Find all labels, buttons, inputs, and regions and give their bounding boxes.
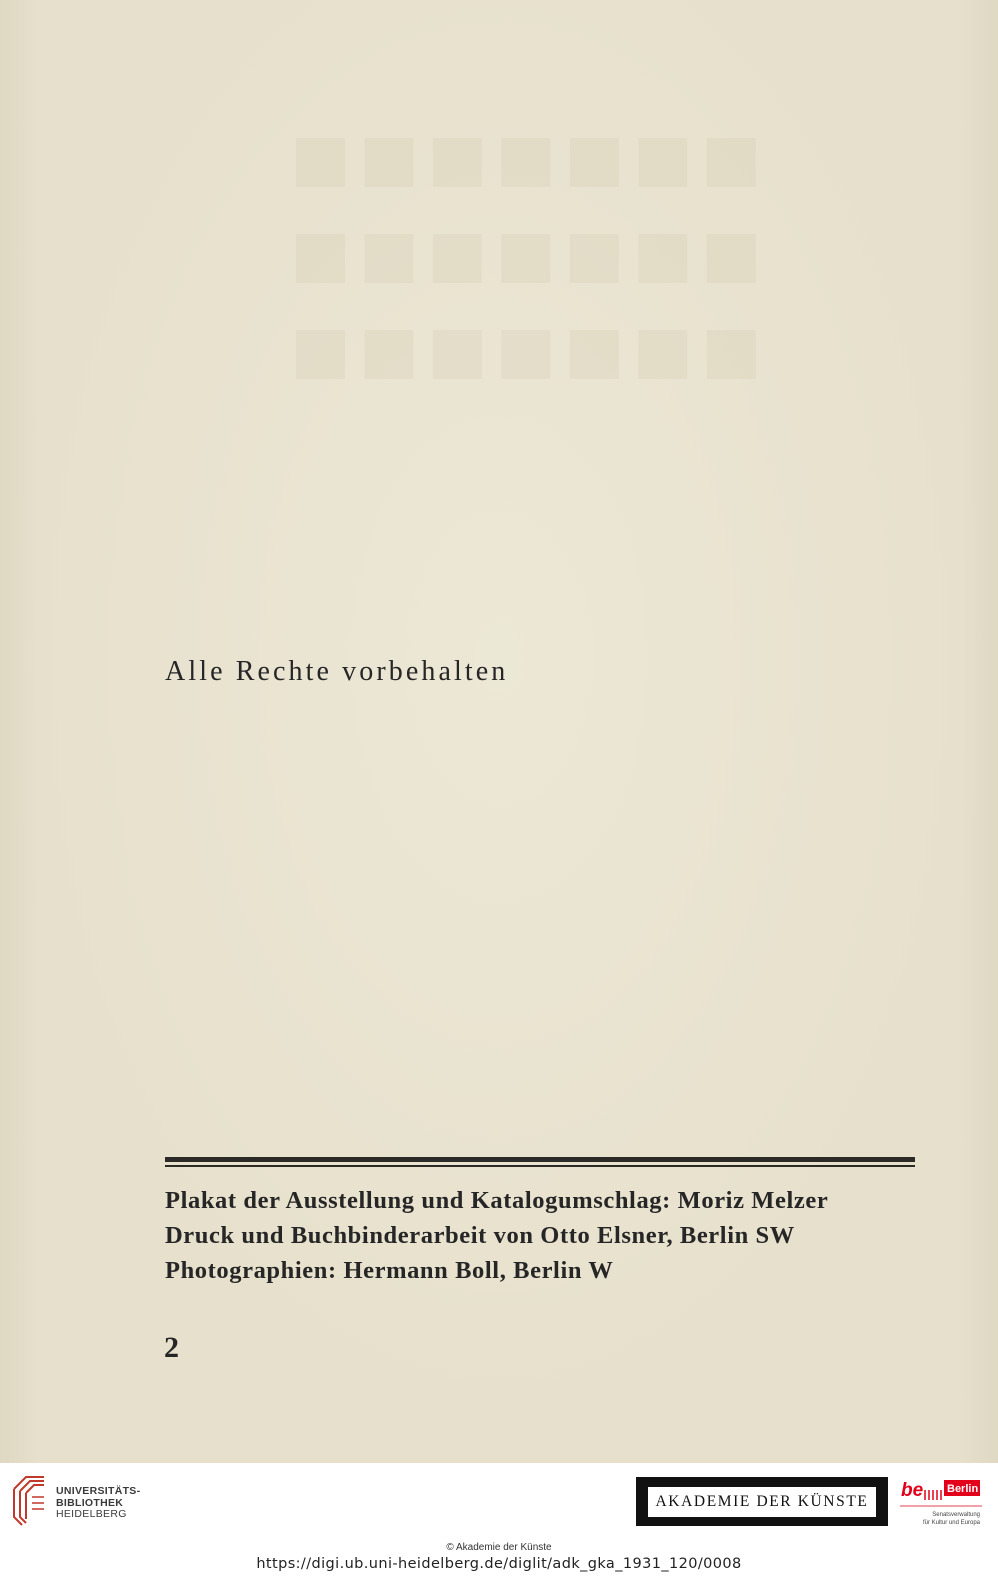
credit-line-printing: Druck und Buchbinderarbeit von Otto Elsner, Berlin SW: [165, 1222, 795, 1249]
credit-line-photographs: Photographien: Hermann Boll, Berlin W: [165, 1257, 614, 1284]
show-through-texture: ■■■■■■■ ■■■■■■■ ■■■■■■■: [290, 120, 770, 387]
divider-rule-thick: [165, 1157, 915, 1162]
credit-line-poster: Plakat der Ausstellung und Katalogumschlag: Moriz Melzer: [165, 1187, 829, 1214]
adk-wordmark: AKADEMIE DER KÜNSTE: [648, 1487, 876, 1517]
divider-rule-thin: [165, 1165, 915, 1167]
berlin-line-2: für Kultur und Europa: [922, 1520, 980, 1526]
rights-reserved-text: Alle Rechte vorbehalten: [165, 656, 509, 687]
permalink-url[interactable]: https://digi.ub.uni-heidelberg.de/diglit/adk_gka_1931_120/0008: [256, 1556, 742, 1572]
ub-heidelberg-logo[interactable]: [10, 1473, 150, 1531]
berlin-be-mark: be: [901, 1480, 924, 1501]
berlin-city-label: Berlin: [947, 1483, 979, 1495]
berlin-senate-logo[interactable]: [900, 1476, 982, 1530]
ub-line-3: HEIDELBERG: [56, 1508, 127, 1520]
berlin-logo-icon: [900, 1476, 982, 1530]
ub-line-1: UNIVERSITÄTS-: [56, 1485, 141, 1497]
viewer-footer: [0, 1463, 998, 1585]
page-number: 2: [164, 1331, 179, 1364]
ub-heidelberg-mark-icon: [10, 1473, 50, 1531]
ub-line-2: BIBLIOTHEK: [56, 1496, 124, 1509]
akademie-der-kuenste-logo[interactable]: [636, 1477, 888, 1526]
copyright-notice: © Akademie der Künste: [446, 1542, 552, 1553]
ub-heidelberg-wordmark: [56, 1476, 140, 1521]
berlin-line-1: Senatsverwaltung: [932, 1512, 980, 1518]
